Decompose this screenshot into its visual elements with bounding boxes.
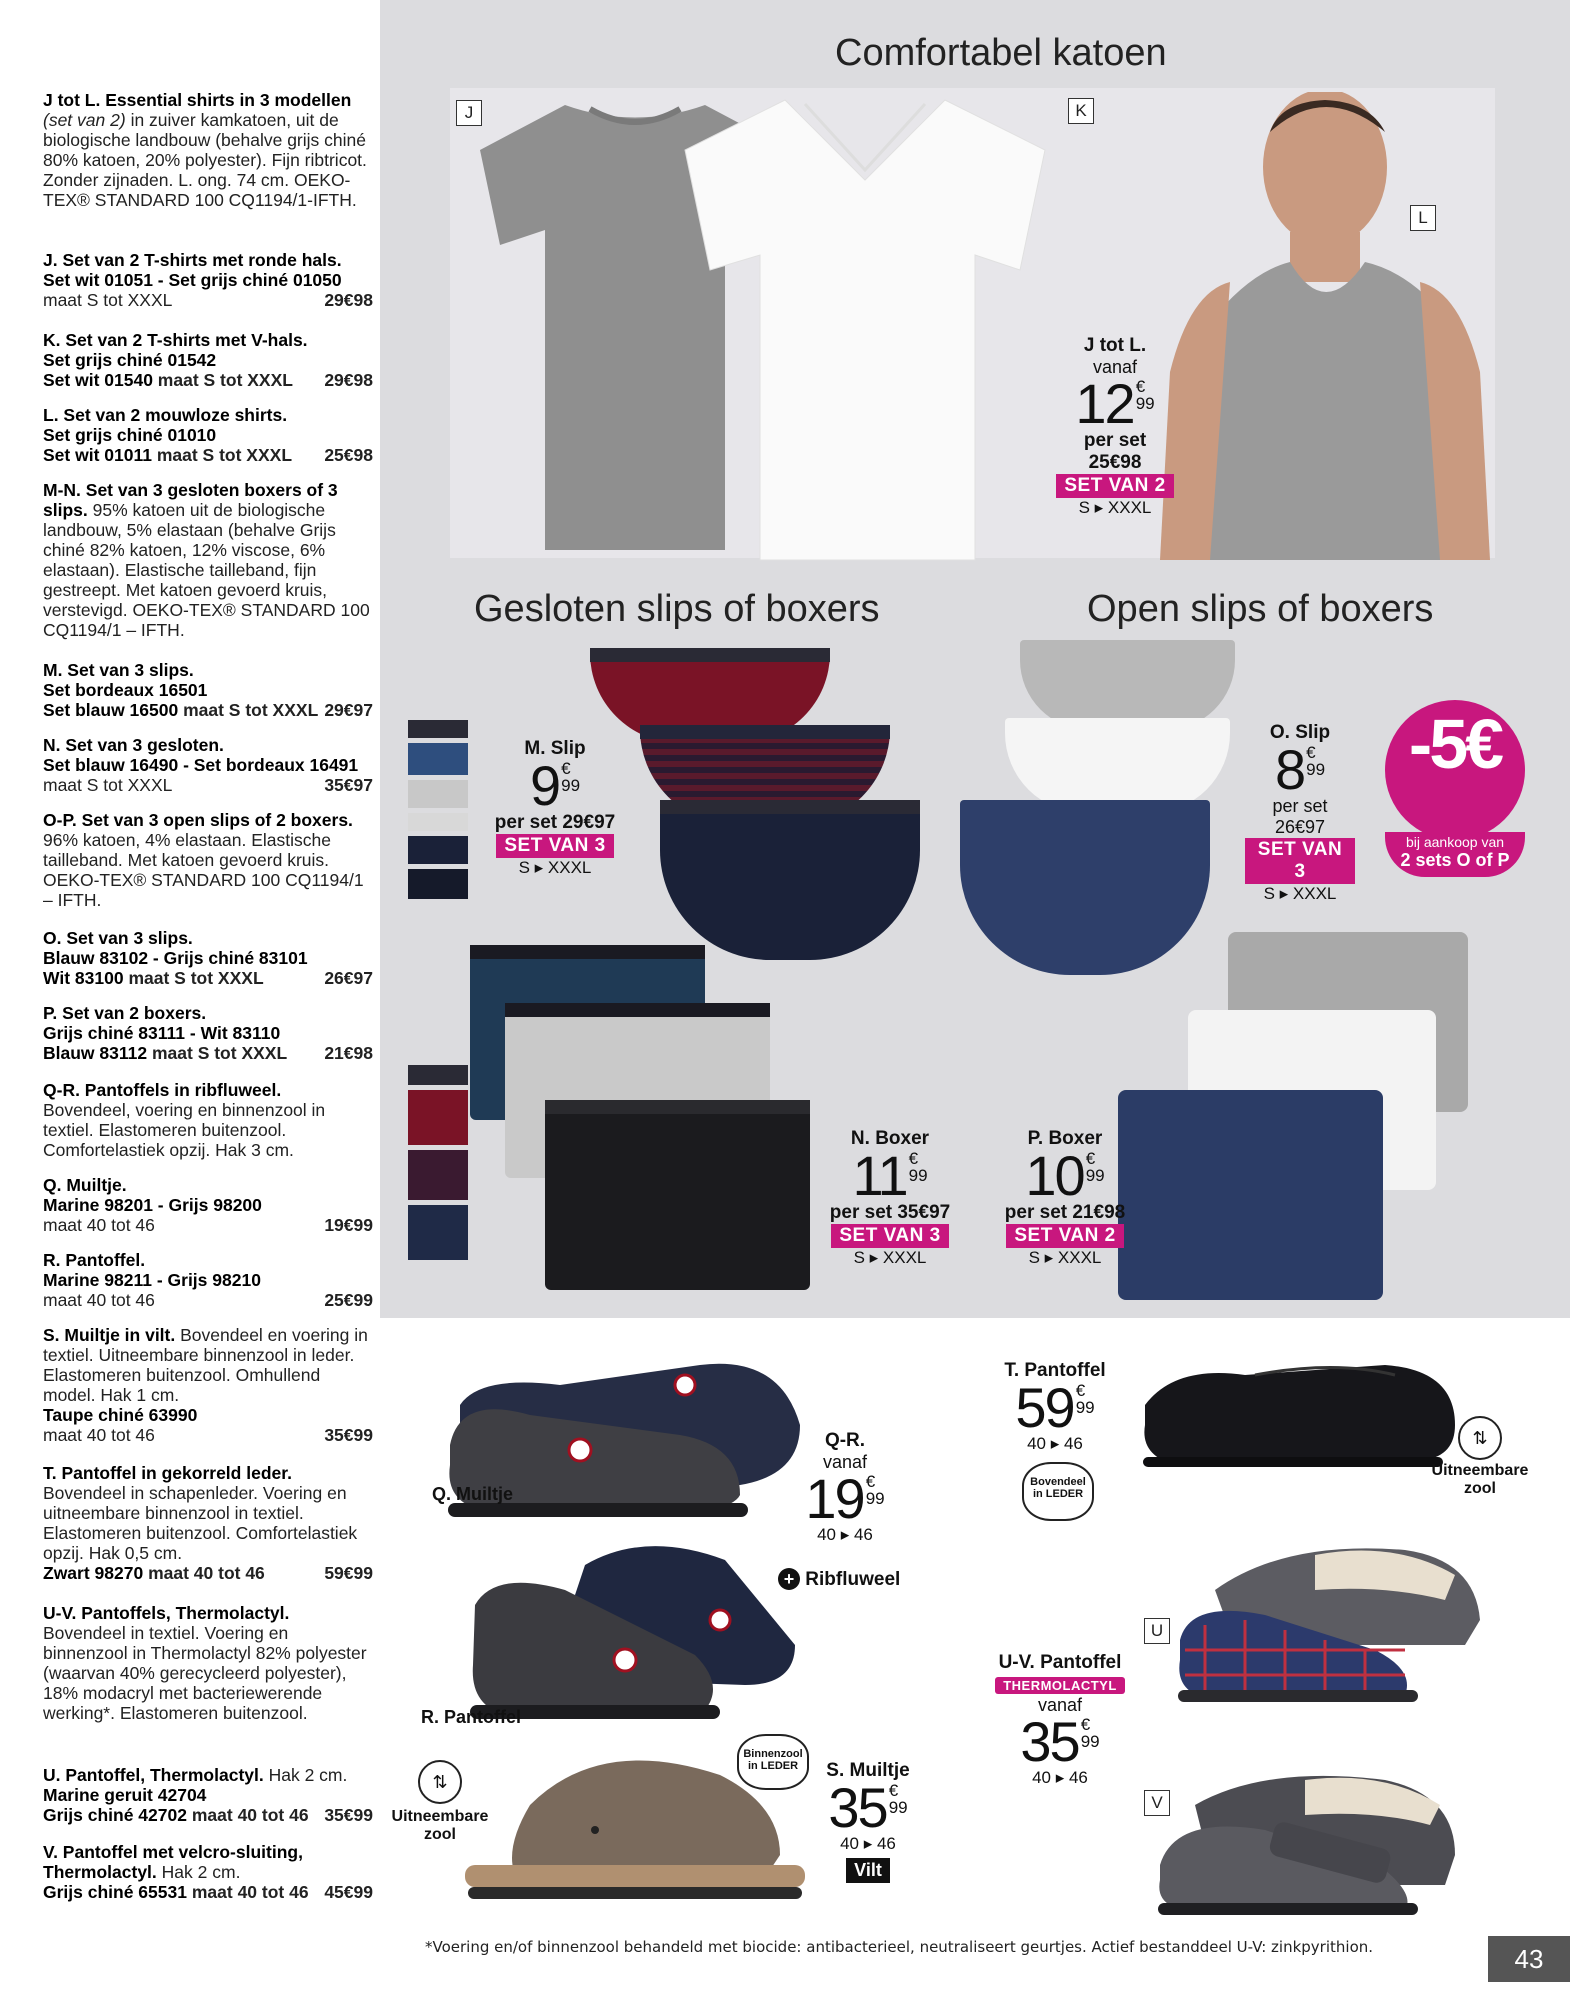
desc-line: Zwart 98270: [43, 1563, 144, 1583]
size-range: S ▸ XXXL: [1028, 1248, 1102, 1267]
price-label: Q-R.: [824, 1430, 866, 1451]
desc-head: R. Pantoffel.: [43, 1250, 146, 1270]
desc-body: Bovendeel in textiel. Voering en binnenzool in Thermolactyl 82% polyester (waarvan 40% gerecycleerd polyester), 18% modacryl met bacteriewerende werking*. Elastomeren buitenzool.: [43, 1623, 367, 1723]
desc-line: Set blauw 16500: [43, 700, 179, 720]
desc-price: 29€98: [324, 370, 373, 390]
desc-m-n: [43, 480, 373, 640]
desc-v: [43, 1842, 373, 1902]
price-label: S. Muiltje: [826, 1760, 910, 1781]
desc-size: maat 40 tot 46: [43, 1290, 155, 1310]
desc-body: Hak 2 cm.: [268, 1765, 348, 1785]
desc-l: [43, 405, 373, 465]
desc-head: M-N. Set van 3 gesloten boxers of 3 slips.: [43, 480, 338, 520]
desc-price: 29€97: [324, 700, 373, 720]
desc-q-r: [43, 1080, 373, 1160]
set-badge: SET VAN 3: [1245, 838, 1355, 884]
price-euros: 10: [1025, 1144, 1084, 1207]
desc-head: N. Set van 3 gesloten.: [43, 735, 224, 755]
price-setprice: 25€98: [1088, 452, 1142, 473]
desc-line: Grijs chiné 83111 - Wit 83110: [43, 1023, 281, 1043]
desc-price: 45€99: [324, 1882, 373, 1902]
desc-price: 35€99: [324, 1805, 373, 1825]
price-cents: 99: [1306, 760, 1326, 779]
desc-size: maat 40 tot 46: [191, 1805, 309, 1825]
price-euros: 19: [805, 1467, 864, 1530]
desc-body: 95% katoen uit de biologische landbouw, 5% elastaan (behalve Grijs chiné 82% katoen, 12% viscose, 6% elastaan). Elastische tailleband, fijn gestreept. Met katoen gevoerd kruis, verstevigd. OEKO-TEX® STANDARD 100 CQ1194/1 – IFTH.: [43, 500, 370, 640]
label-r-pantoffel: R. Pantoffel: [421, 1707, 522, 1727]
desc-size: maat S tot XXXL: [183, 700, 319, 720]
desc-size: maat 40 tot 46: [148, 1563, 265, 1583]
price-cents: 99: [908, 1166, 928, 1185]
desc-size: maat 40 tot 46: [191, 1882, 309, 1902]
price-label: T. Pantoffel: [1004, 1360, 1106, 1381]
set-badge: SET VAN 3: [496, 834, 613, 858]
desc-price: 35€99: [324, 1425, 373, 1445]
desc-price: 35€97: [324, 775, 373, 795]
desc-price: 25€99: [324, 1290, 373, 1310]
desc-line: Taupe chiné 63990: [43, 1405, 198, 1425]
price-n: N. Boxer 11 € 99 per set 35€97 SET VAN 3 S ▸ XXXL: [815, 1128, 965, 1268]
desc-head: J tot L. Essential shirts in 3 modellen: [43, 90, 352, 110]
left-text-column: [0, 0, 380, 2000]
desc-q: [43, 1175, 373, 1235]
size-range: S ▸ XXXL: [1263, 884, 1337, 903]
desc-m: [43, 660, 373, 720]
page-number: 43: [1488, 1936, 1570, 1982]
desc-n: [43, 735, 373, 795]
desc-price: 59€99: [324, 1563, 373, 1583]
size-range: S ▸ XXXL: [518, 858, 592, 877]
size-range: S ▸ XXXL: [1078, 498, 1152, 517]
desc-body: Bovendeel, voering en binnenzool in textiel. Elastomeren buitenzool. Comfortelastiek opzij. Hak 3 cm.: [43, 1100, 326, 1160]
promo-text: [1385, 832, 1525, 877]
price-perset: per set 29€97: [494, 812, 616, 833]
sole-label: zool: [424, 1826, 456, 1843]
desc-line: Grijs chiné 42702: [43, 1805, 187, 1825]
desc-head: Q. Muiltje.: [43, 1175, 127, 1195]
slipper-r-image: [465, 1535, 815, 1725]
leather-insole-badge: [737, 1734, 809, 1790]
desc-body: 96% katoen, 4% elastaan. Elastische tailleband. Met katoen gevoerd kruis. OEKO-TEX® STANDARD 100 CQ1194/1 – IFTH.: [43, 830, 364, 910]
desc-italic: (set van 2): [43, 110, 126, 130]
price-o: O. Slip 8 € 99 per set 26€97 SET VAN 3 S ▸ XXXL: [1245, 722, 1355, 904]
letter-l: L: [1410, 205, 1436, 231]
ribfluweel-label: Ribfluweel: [805, 1569, 901, 1590]
swatches-m: [408, 720, 468, 920]
desc-line: Set grijs chiné 01010: [43, 425, 217, 445]
desc-r: [43, 1250, 373, 1310]
price-label: J tot L.: [1083, 335, 1147, 356]
desc-head: O-P. Set van 3 open slips of 2 boxers.: [43, 810, 353, 830]
price-setprice: 26€97: [1274, 817, 1326, 837]
price-euros: 59: [1015, 1376, 1074, 1439]
desc-price: 25€98: [324, 445, 373, 465]
price-cents: 99: [1085, 1166, 1105, 1185]
slipper-v-image: [1155, 1745, 1485, 1915]
set-badge: SET VAN 3: [831, 1224, 948, 1248]
desc-head: J. Set van 2 T-shirts met ronde hals.: [43, 250, 342, 270]
desc-line: Blauw 83112: [43, 1043, 148, 1063]
removable-label: Uitneembare: [1431, 1462, 1529, 1479]
desc-s: [43, 1325, 373, 1445]
price-euros: 12: [1075, 372, 1134, 435]
plus-icon: +: [778, 1568, 800, 1590]
price-sub: vanaf: [822, 1452, 868, 1472]
desc-line: Set wit 01011: [43, 445, 152, 465]
promo-amount: -5€: [1408, 705, 1502, 783]
price-euros: 11: [852, 1144, 907, 1207]
promo-badge: [1385, 700, 1525, 840]
desc-head: U. Pantoffel, Thermolactyl.: [43, 1765, 264, 1785]
leather-insole-label: Binnenzool in LEDER: [743, 1748, 803, 1772]
letter-v: V: [1144, 1790, 1170, 1816]
price-euros: 35: [828, 1776, 887, 1839]
desc-head: L. Set van 2 mouwloze shirts.: [43, 405, 288, 425]
desc-o: [43, 928, 373, 988]
desc-k: [43, 330, 373, 390]
letter-k: K: [1068, 98, 1094, 124]
desc-o-p: [43, 810, 373, 910]
leather-upper-label: Bovendeel in LEDER: [1030, 1476, 1086, 1500]
desc-head: U-V. Pantoffels, Thermolactyl.: [43, 1603, 290, 1623]
desc-body: Bovendeel in schapenleder. Voering en uitneembare binnenzool in textiel. Elastomeren buitenzool. Comfortelastiek opzij. Hak 0,5 cm.: [43, 1483, 358, 1563]
set-badge: SET VAN 2: [1056, 474, 1173, 498]
price-cents: 99: [1080, 1732, 1100, 1751]
price-cents: 99: [561, 776, 581, 795]
removable-insole-icon: ⇅: [418, 1760, 462, 1804]
desc-size: maat S tot XXXL: [43, 290, 173, 310]
desc-head: K. Set van 2 T-shirts met V-hals.: [43, 330, 308, 350]
price-cents: 99: [1135, 394, 1155, 413]
price-label: U-V. Pantoffel: [998, 1652, 1122, 1673]
white-vneck-tshirt-image: [665, 90, 1065, 570]
desc-head: T. Pantoffel in gekorreld leder.: [43, 1463, 292, 1483]
price-perset: per set: [1272, 796, 1328, 816]
price-sub: vanaf: [1092, 357, 1138, 377]
ribfluweel-feature: [778, 1568, 900, 1591]
desc-line: Marine 98211 - Grijs 98210: [43, 1270, 261, 1290]
heading-comfortabel-katoen: Comfortabel katoen: [835, 32, 1167, 74]
price-s: S. Muiltje 35 € 99 40 ▸ 46 Vilt: [818, 1760, 918, 1883]
price-perset: per set: [1083, 430, 1147, 451]
promo-text2: 2 sets O of P: [1400, 850, 1510, 870]
desc-body: in zuiver kamkatoen, uit de biologische landbouw (behalve grijs chiné 80% katoen, 20% polyester). Fijn ribtricot. Zonder zijnaden. L. ong. 74 cm. OEKO-TEX® STANDARD 100 CQ1194/1-IFTH.: [43, 110, 367, 210]
slipper-t-image: [1135, 1345, 1465, 1485]
set-badge: SET VAN 2: [1006, 1224, 1123, 1248]
price-uv: U-V. Pantoffel THERMOLACTYL vanaf 35 € 99 40 ▸ 46: [985, 1652, 1135, 1788]
desc-line: Set wit 01051 - Set grijs chiné 01050: [43, 270, 342, 290]
footnote: *Voering en/of binnenzool behandeld met biocide: antibacterieel, neutraliseert geurtjes. Actief bestanddeel U-V: zinkpyrithion.: [425, 1938, 1374, 1956]
desc-price: 29€98: [324, 290, 373, 310]
size-range: 40 ▸ 46: [1027, 1434, 1083, 1453]
desc-head: P. Set van 2 boxers.: [43, 1003, 207, 1023]
letter-j: J: [456, 100, 482, 126]
thermolactyl-badge: THERMOLACTYL: [995, 1677, 1125, 1694]
desc-line: Blauw 83102 - Grijs chiné 83101: [43, 948, 308, 968]
desc-size: maat S tot XXXL: [43, 775, 173, 795]
desc-u-v: [43, 1603, 373, 1723]
desc-line: Set wit 01540: [43, 370, 153, 390]
price-qr: Q-R. vanaf 19 € 99 40 ▸ 46: [790, 1430, 900, 1545]
swatches-n: [408, 1065, 468, 1260]
price-cents: 99: [865, 1489, 885, 1508]
desc-size: maat 40 tot 46: [43, 1425, 155, 1445]
desc-size: maat S tot XXXL: [157, 370, 293, 390]
desc-head: S. Muiltje in vilt.: [43, 1325, 176, 1345]
price-cents: 99: [888, 1798, 908, 1817]
desc-size: maat S tot XXXL: [128, 968, 264, 988]
price-perset: per set 21€98: [1004, 1202, 1126, 1223]
price-perset: per set 35€97: [829, 1202, 951, 1223]
sole-label: zool: [1464, 1480, 1496, 1497]
desc-head: O. Set van 3 slips.: [43, 928, 193, 948]
desc-head: Q-R. Pantoffels in ribfluweel.: [43, 1080, 282, 1100]
desc-body: Hak 2 cm.: [161, 1862, 241, 1882]
heading-open: Open slips of boxers: [1087, 588, 1434, 630]
desc-u: [43, 1765, 373, 1825]
removable-insole-text: [1420, 1462, 1540, 1498]
desc-p: [43, 1003, 373, 1063]
price-euros: 8: [1274, 738, 1305, 801]
desc-head: V. Pantoffel met velcro-sluiting, Thermolactyl.: [43, 1842, 303, 1882]
desc-line: Marine 98201 - Grijs 98200: [43, 1195, 262, 1215]
price-cents: 99: [1075, 1398, 1095, 1417]
man-tanktop-image: [1150, 92, 1495, 560]
vilt-tag: Vilt: [846, 1858, 890, 1883]
desc-line: Grijs chiné 65531: [43, 1882, 187, 1902]
price-euros: 9: [529, 754, 560, 817]
price-m: M. Slip 9 € 99 per set 29€97 SET VAN 3 S ▸ XXXL: [480, 738, 630, 878]
price-t: T. Pantoffel 59 € 99 40 ▸ 46: [990, 1360, 1120, 1454]
heading-gesloten: Gesloten slips of boxers: [474, 588, 880, 630]
size-range: S ▸ XXXL: [853, 1248, 927, 1267]
removable-label: Uitneembare: [391, 1808, 489, 1825]
desc-size: maat S tot XXXL: [156, 445, 293, 465]
desc-body: Bovendeel en voering in textiel. Uitneembare binnenzool in leder. Elastomeren buitenzool. Omhullend model. Hak 1 cm.: [43, 1325, 368, 1405]
boxer-black: [545, 1100, 810, 1290]
desc-line: Set bordeaux 16501: [43, 680, 208, 700]
price-label: N. Boxer: [850, 1128, 930, 1149]
desc-price: 19€99: [324, 1215, 373, 1235]
desc-j-l: [43, 90, 373, 210]
desc-line: Set blauw 16490 - Set bordeaux 16491: [43, 755, 359, 775]
desc-line: Set grijs chiné 01542: [43, 350, 217, 370]
slipper-u-image: [1175, 1530, 1495, 1705]
desc-price: 26€97: [324, 968, 373, 988]
boxer-open-blue: [1118, 1090, 1383, 1300]
desc-size: maat S tot XXXL: [151, 1043, 288, 1063]
price-label: M. Slip: [524, 738, 586, 759]
letter-u: U: [1144, 1618, 1170, 1644]
promo-text1: bij aankoop van: [1405, 834, 1505, 850]
desc-size: maat 40 tot 46: [43, 1215, 155, 1235]
desc-head: M. Set van 3 slips.: [43, 660, 194, 680]
price-p: P. Boxer 10 € 99 per set 21€98 SET VAN 2 S ▸ XXXL: [990, 1128, 1140, 1268]
open-brief-gray: [1020, 640, 1235, 730]
removable-insole-icon: ⇅: [1458, 1416, 1502, 1460]
size-range: 40 ▸ 46: [840, 1834, 896, 1853]
price-label: P. Boxer: [1027, 1128, 1103, 1149]
desc-line: Marine geruit 42704: [43, 1785, 207, 1805]
price-sub: vanaf: [1037, 1695, 1083, 1715]
price-label: O. Slip: [1269, 722, 1331, 743]
removable-insole-text: [390, 1808, 490, 1844]
desc-price: 21€98: [324, 1043, 373, 1063]
desc-line: Wit 83100: [43, 968, 124, 988]
price-j-l: J tot L. vanaf 12 € 99 per set 25€98 SET VAN 2 S ▸ XXXL: [1055, 335, 1175, 518]
leather-upper-badge: [1022, 1462, 1094, 1521]
desc-j: [43, 250, 373, 310]
size-range: 40 ▸ 46: [1032, 1768, 1088, 1787]
label-q-muiltje: Q. Muiltje: [432, 1484, 513, 1504]
size-range: 40 ▸ 46: [817, 1525, 873, 1544]
desc-t: [43, 1463, 373, 1583]
price-euros: 35: [1020, 1710, 1079, 1773]
